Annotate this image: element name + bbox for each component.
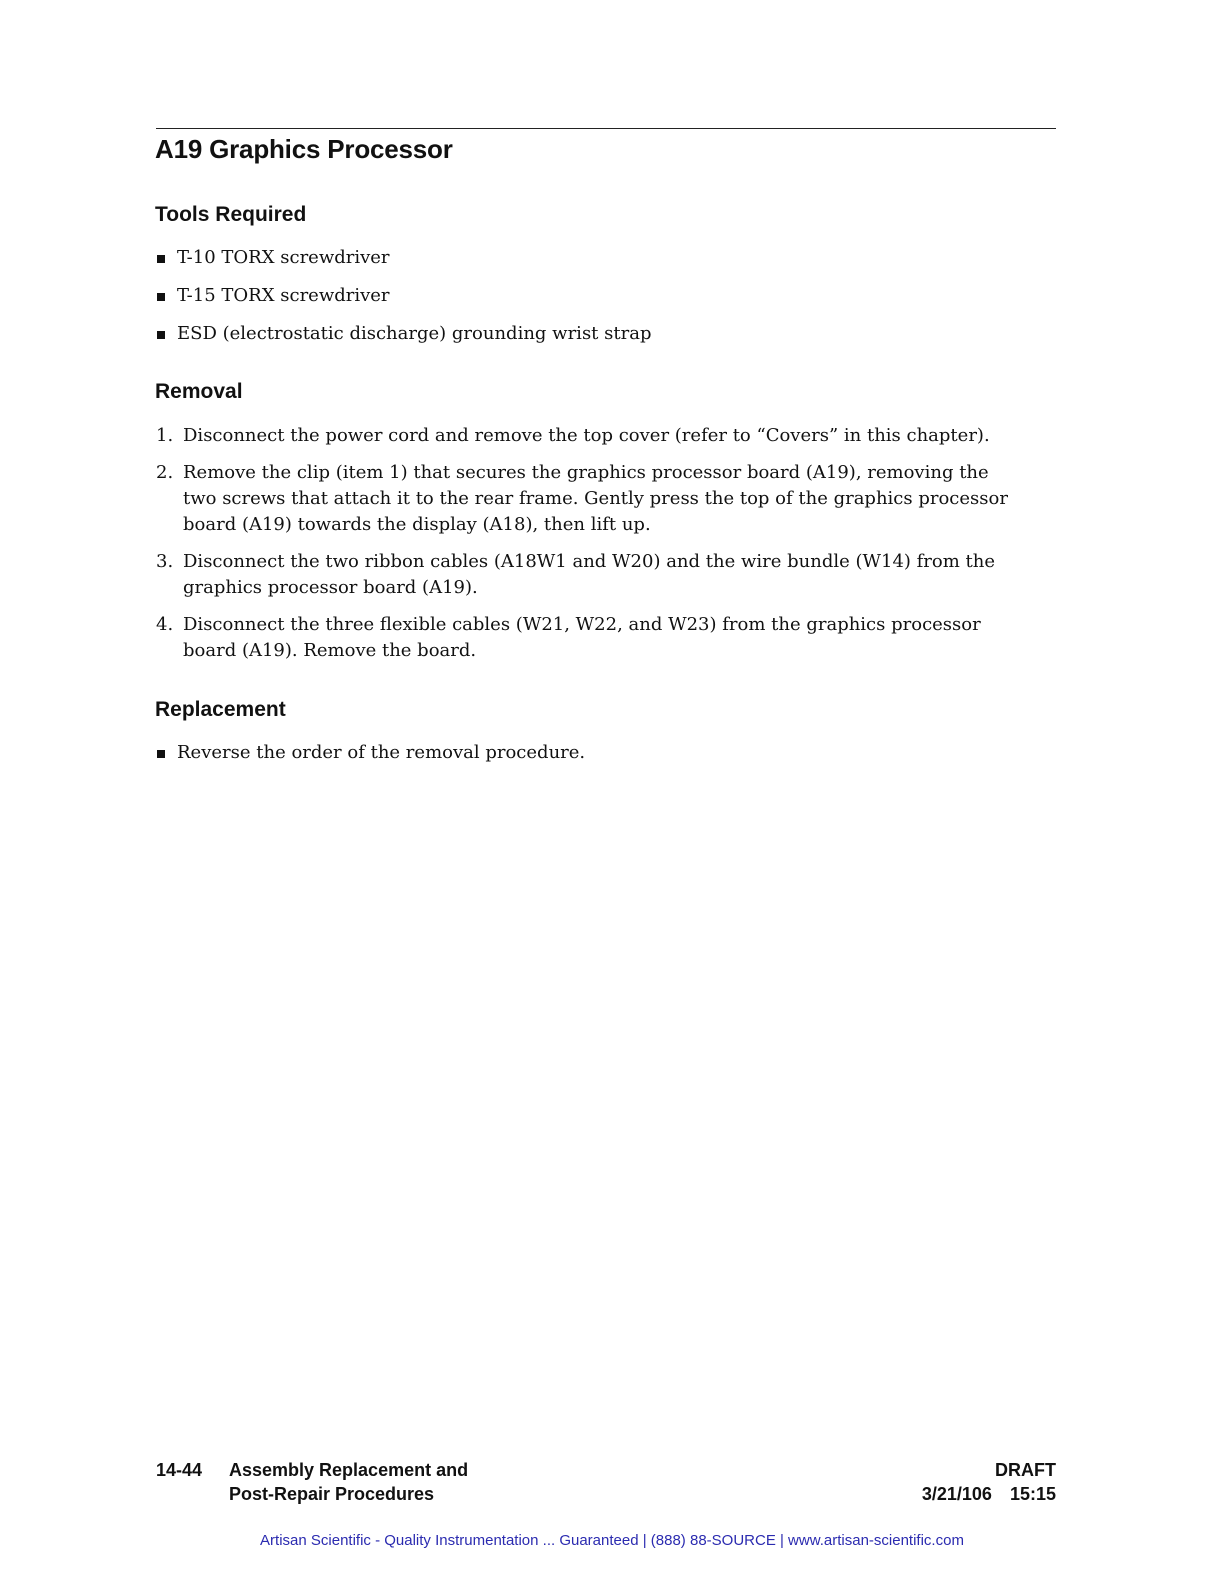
bullet-square-icon <box>157 750 165 758</box>
step-number: 4. <box>156 614 174 635</box>
footer-chapter-line: Assembly Replacement and <box>229 1460 469 1480</box>
step-text-line: two screws that attach it to the rear frame. Gently press the top of the graphics processor <box>183 488 1008 509</box>
step-text-line: graphics processor board (A19). <box>183 577 478 598</box>
footer-date: 3/21/106 <box>921 1484 992 1504</box>
step-text-line: Remove the clip (item 1) that secures the graphics processor board (A19), removing the <box>183 462 989 483</box>
footer-status-block <box>922 1458 1056 1506</box>
tools-list <box>156 245 651 359</box>
step-text-line: Disconnect the three ﬂexible cables (W21, W22, and W23) from the graphics processor <box>183 614 981 635</box>
watermark-banner: Artisan Scientific - Quality Instrumentation ... Guaranteed | (888) 88-SOURCE | www.artisan-scientific.com <box>260 1532 964 1549</box>
bullet-square-icon <box>157 293 165 301</box>
removal-step <box>156 460 1056 538</box>
header-rule <box>156 128 1056 129</box>
draft-label: DRAFT <box>995 1460 1056 1480</box>
removal-heading: Removal <box>155 380 243 403</box>
footer-chapter-line: Post-Repair Procedures <box>229 1484 435 1504</box>
tool-item-text: T-15 TORX screwdriver <box>177 285 390 306</box>
list-item <box>156 283 651 309</box>
replacement-list <box>156 740 585 778</box>
tool-item-text: ESD (electrostatic discharge) grounding wrist strap <box>177 323 652 344</box>
tools-required-heading: Tools Required <box>155 203 307 226</box>
list-item <box>156 740 585 766</box>
list-item <box>156 245 651 271</box>
removal-step <box>156 612 1056 664</box>
footer-chapter-title <box>229 1458 468 1506</box>
replacement-item-text: Reverse the order of the removal procedure. <box>177 742 586 763</box>
footer-page-number: 14-44 <box>156 1460 203 1480</box>
step-number: 1. <box>156 425 174 446</box>
footer-datetime <box>922 1482 1056 1506</box>
list-item <box>156 321 651 347</box>
removal-steps <box>156 423 1056 675</box>
step-text-line: Disconnect the power cord and remove the top cover (refer to “Covers” in this chapter). <box>183 425 990 446</box>
step-number: 2. <box>156 462 174 483</box>
step-text-line: board (A19). Remove the board. <box>183 640 477 661</box>
step-number: 3. <box>156 551 174 572</box>
page-title: A19 Graphics Processor <box>155 134 453 164</box>
bullet-square-icon <box>157 255 165 263</box>
footer-time: 15:15 <box>1009 1484 1056 1504</box>
step-text-line: board (A19) towards the display (A18), then lift up. <box>183 514 651 535</box>
bullet-square-icon <box>157 331 165 339</box>
removal-step <box>156 423 1056 449</box>
tool-item-text: T-10 TORX screwdriver <box>177 247 390 268</box>
replacement-heading: Replacement <box>155 698 286 721</box>
removal-step <box>156 549 1056 601</box>
step-text-line: Disconnect the two ribbon cables (A18W1 and W20) and the wire bundle (W14) from the <box>183 551 996 572</box>
